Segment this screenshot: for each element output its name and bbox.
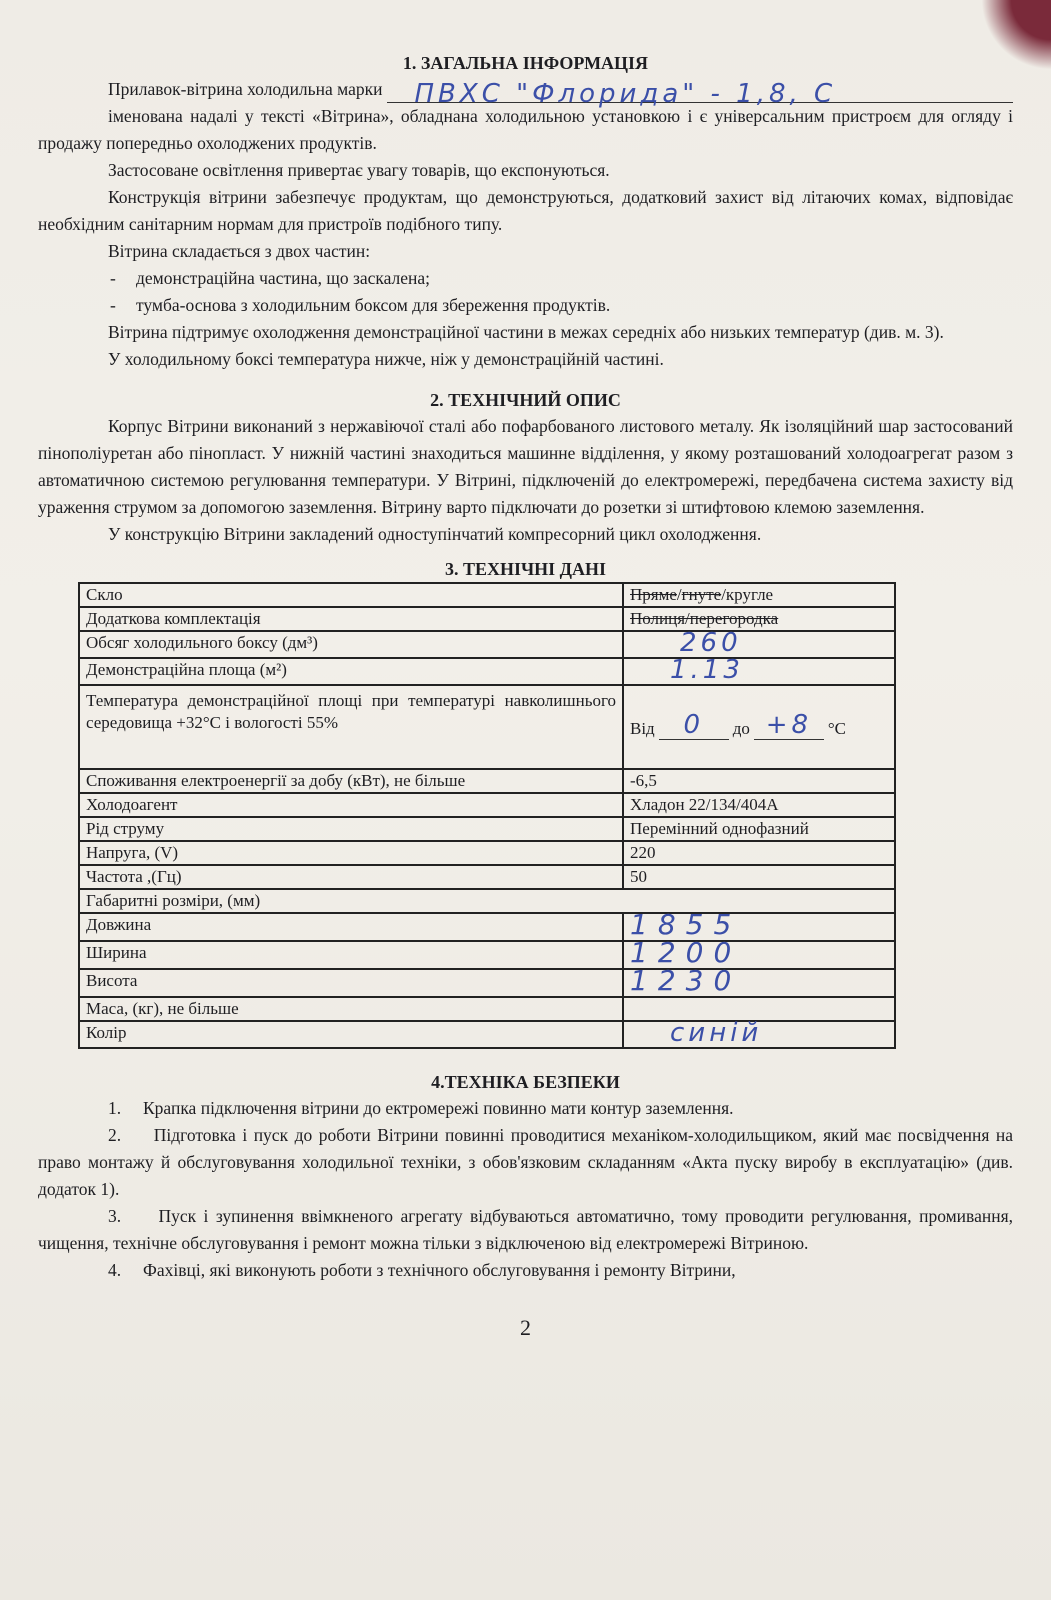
section1-paragraph-4: Вітрина складається з двох частин: xyxy=(108,241,371,261)
table-row: Скло Пряме/гнуте/кругле xyxy=(79,583,895,607)
brand-line xyxy=(38,76,1013,109)
table-row: Демонстраційна площа (м²) 1.13 xyxy=(79,658,895,685)
list-item: - демонстраційна частина, що заскалена; xyxy=(38,265,1013,292)
section1-paragraph-6: У холодильному боксі температура нижче, ніж у демонстраційній частині. xyxy=(108,349,664,369)
list-item: 2. Підготовка і пуск до роботи Вітрини повинні проводитися механіком-холодильщиком, який має посвідчення на право монтажу й обслуговування холодильної техніки, з обов'язковим складанням «Акта пуску виробу в експлуатацію» (див. додаток 1). xyxy=(38,1125,1014,1199)
list-item: - тумба-основа з холодильним боксом для збереження продуктів. xyxy=(38,292,1013,319)
table-row: Додаткова комплектація Полиця/перегородка xyxy=(79,607,895,631)
table-row: Частота ,(Гц) 50 xyxy=(79,865,895,889)
safety-list xyxy=(38,1095,1013,1284)
brand-blank xyxy=(387,76,1014,109)
section4-title: 4.ТЕХНІКА БЕЗПЕКИ xyxy=(431,1072,620,1092)
table-row: Рід струму Перемінний однофазний xyxy=(79,817,895,841)
table-row: Колір синій xyxy=(79,1021,895,1048)
table-row: Споживання електроенергії за добу (кВт), не більше -6,5 xyxy=(79,769,895,793)
table-row: Температура демонстраційної площі при температурі навколишнього середовища +32°С і вологості 55% Від 0 до +8 °С xyxy=(79,685,895,769)
document-sheet xyxy=(38,50,1013,1341)
brand-handwritten: ПВХС "Флорида" - 1,8, С xyxy=(414,79,837,109)
section1-title: 1. ЗАГАЛЬНА ІНФОРМАЦІЯ xyxy=(402,53,649,73)
brand-label: Прилавок-вітрина холодильна марки xyxy=(108,79,383,99)
section1-paragraph-5: Вітрина підтримує охолодження демонстраційної частини в межах середніх або низьких температур (див. м. 3). xyxy=(108,322,944,342)
section2-title: 2. ТЕХНІЧНИЙ ОПИС xyxy=(430,390,621,410)
table-row: Напруга, (V) 220 xyxy=(79,841,895,865)
table-row: Обсяг холодильного боксу (дм³) 260 xyxy=(79,631,895,658)
section2-paragraph-2: У конструкцію Вітрини закладений одноступінчатий компресорний цикл охолодження. xyxy=(108,524,762,544)
list-item: 4. Фахівці, які виконують роботи з технічного обслуговування і ремонту Вітрини, xyxy=(108,1260,736,1280)
technical-data-table xyxy=(78,582,896,1049)
table-row: Холодоагент Хладон 22/134/404А xyxy=(79,793,895,817)
section1-paragraph-1: іменована надалі у тексті «Вітрина», обладнана холодильною установкою і є універсальним пристроєм для огляду і продажу попередньо охолоджених продуктів. xyxy=(38,106,1013,153)
section3-title: 3. ТЕХНІЧНІ ДАНІ xyxy=(444,559,607,579)
table-row: Довжина 1855 xyxy=(79,913,895,941)
list-item: 1. Крапка підключення вітрини до ектромережі повинно мати контур заземлення. xyxy=(108,1098,734,1118)
table-row: Ширина 1200 xyxy=(79,941,895,969)
page-number: 2 xyxy=(520,1315,531,1340)
list-item: 3. Пуск і зупинення ввімкненого агрегату відбуваються автоматично, тому проводити регулювання, промивання, чищення, технічне обслуговування і ремонт можна тільки з відключеною від електромережі Вітриною. xyxy=(38,1206,1013,1253)
section1-paragraph-2: Застосоване освітлення привертає увагу товарів, що експонуються. xyxy=(108,160,610,180)
section2-paragraph-1: Корпус Вітрини виконаний з нержавіючої сталі або пофарбованого листового металу. Як ізоляційний шар застосований пінополіуретан або пінопласт. У нижній частині знаходиться машинне відділення, у якому розташований холодоагрегат разом з автоматичною системою регулювання температури. У Вітрині, підключеній до електромережі, передбачена система захисту від ураження струмом за допомогою заземлення. Вітрину варто підключати до розетки зі штифтовою клемою заземлення. xyxy=(38,416,1013,517)
table-row: Маса, (кг), не більше xyxy=(79,997,895,1021)
table-row: Висота 1230 xyxy=(79,969,895,997)
table-row: Габаритні розміри, (мм) xyxy=(79,889,895,913)
section1-paragraph-3: Конструкція вітрини забезпечує продуктам, що демонструються, додатковий захист від літаючих комах, відповідає необхідним санітарним нормам для пристроїв подібного типу. xyxy=(38,187,1013,234)
